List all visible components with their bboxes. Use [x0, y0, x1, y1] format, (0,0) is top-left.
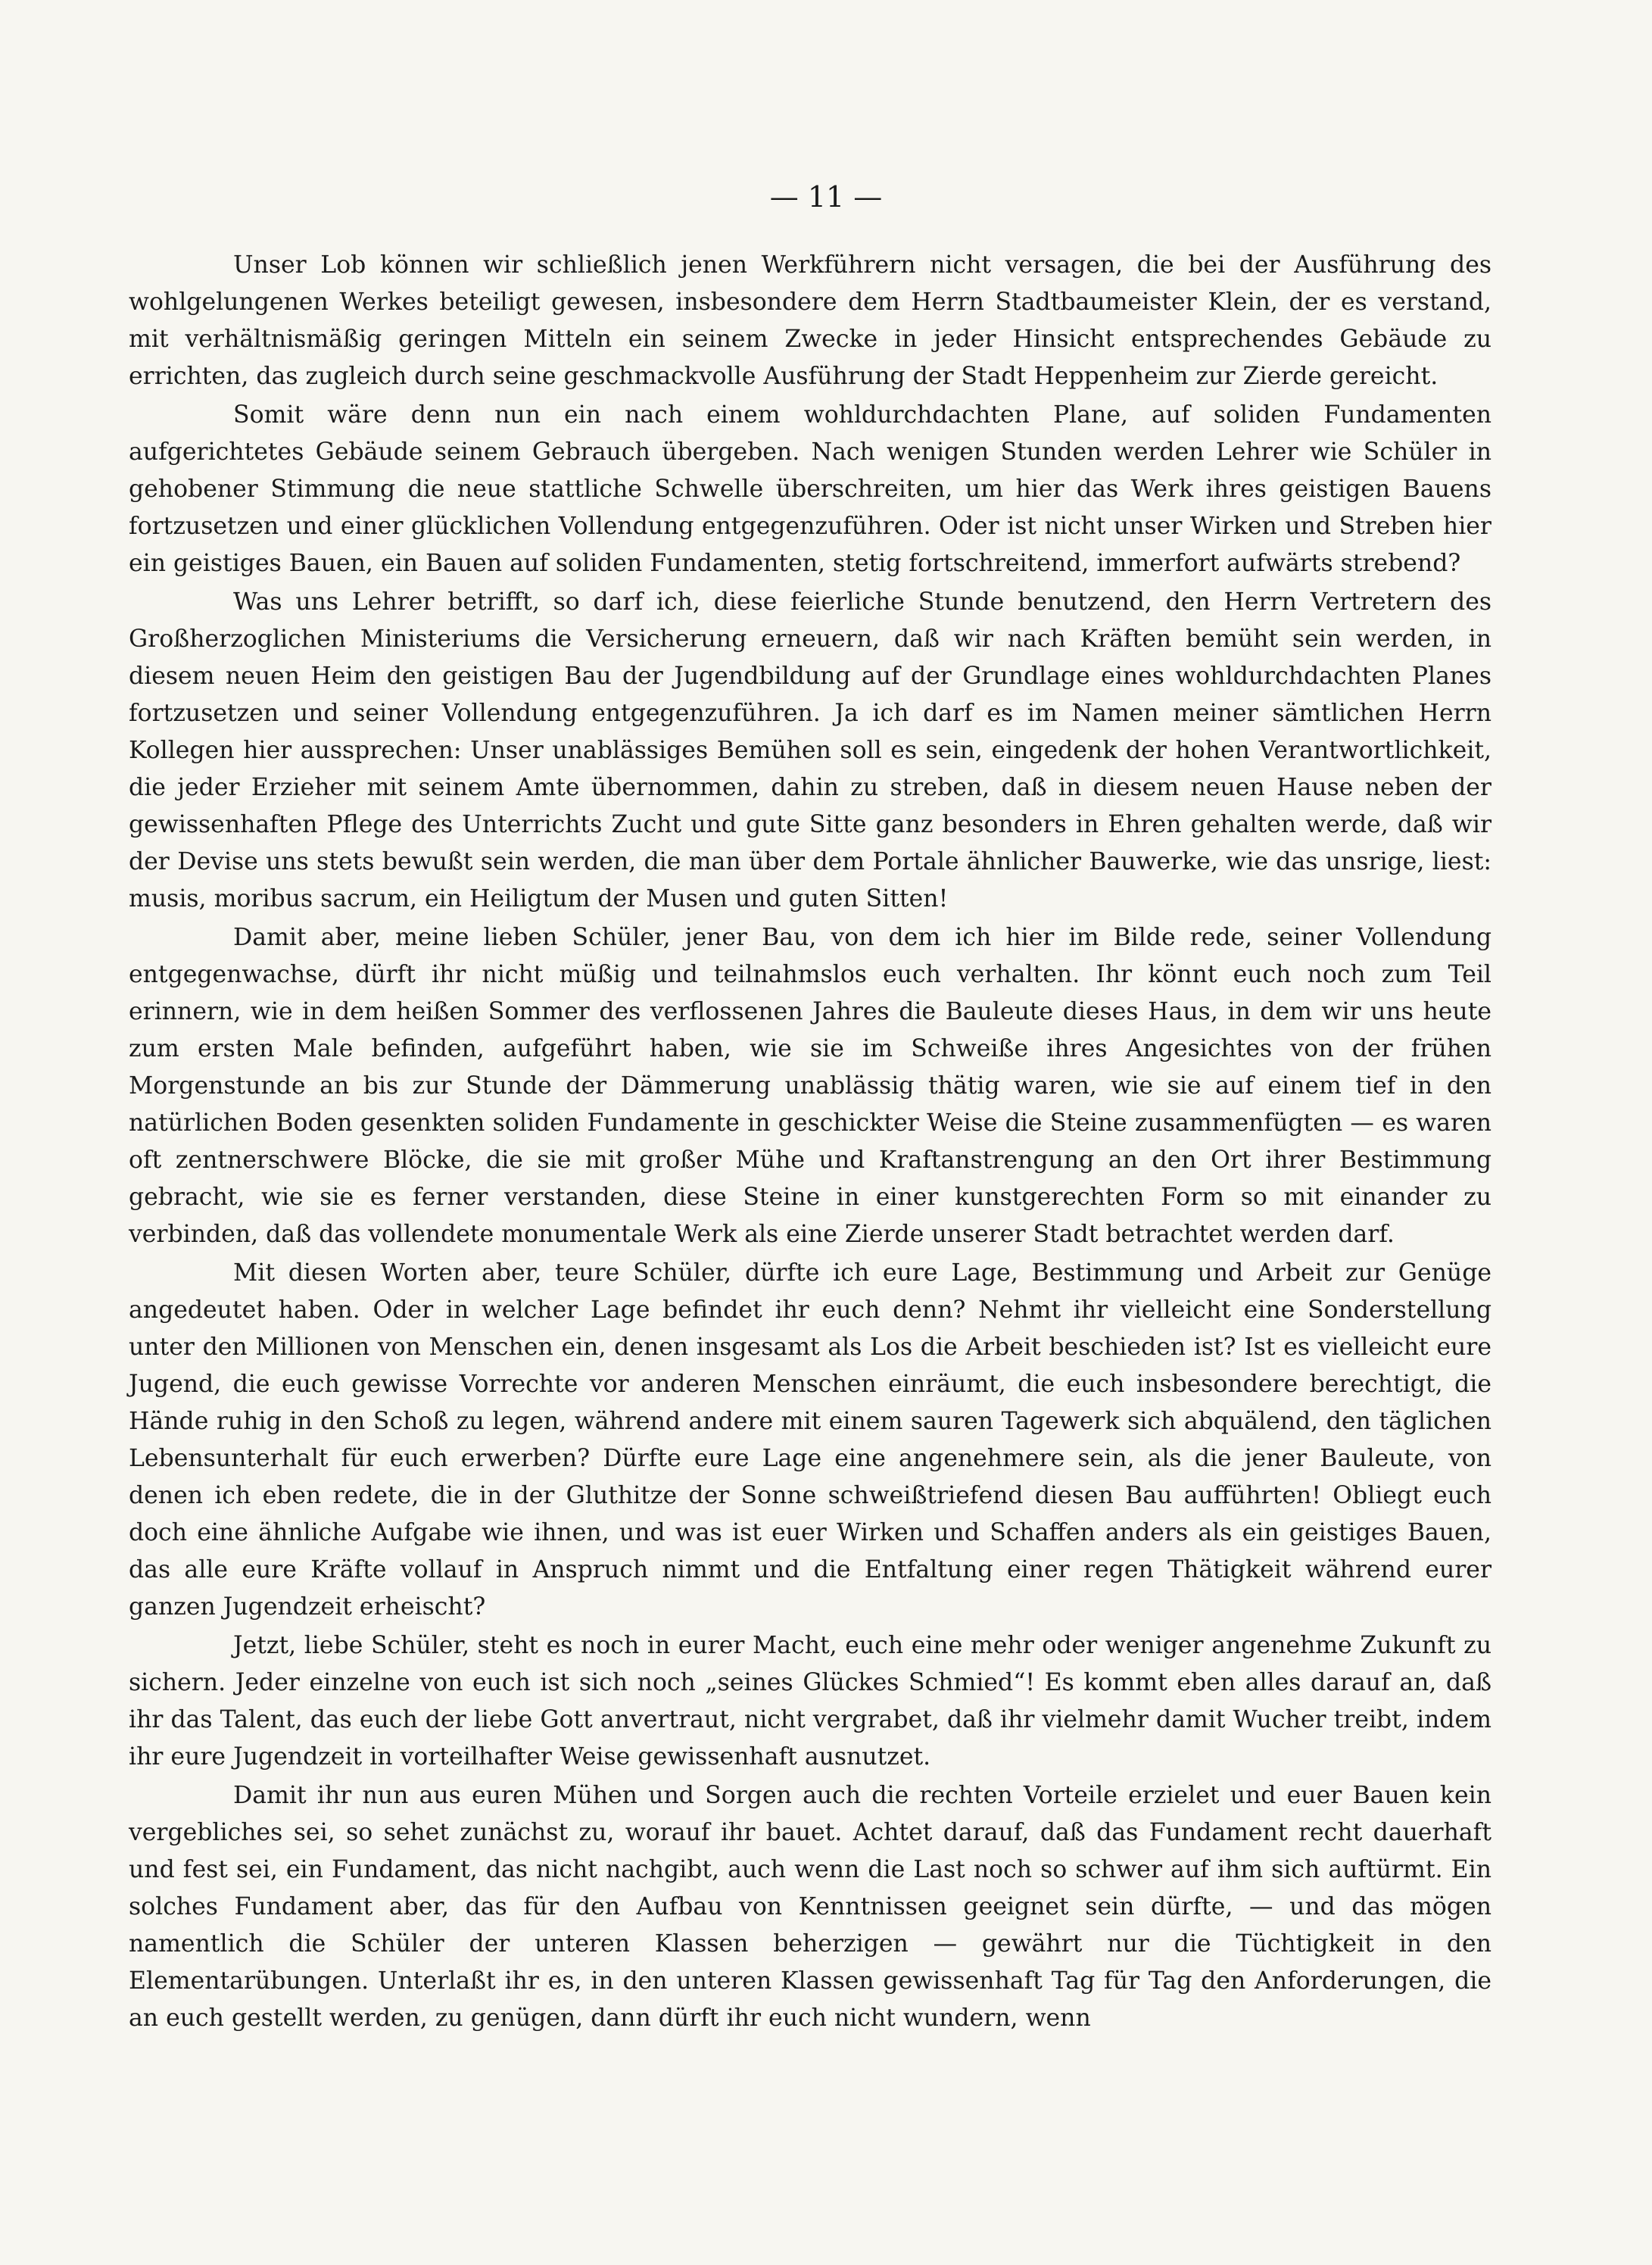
paragraph-3: Was uns Lehrer betrifft, so darf ich, diese feierliche Stunde benutzend, den Herrn Vertretern des Großherzoglichen Ministeriums die Versicherung erneuern, daß wir nach Kräften bemüht sein werden, in diesem neuen Heim den geistigen Bau der Jugendbildung auf der Grundlage eines wohldurchdachten Planes fortzusetzen und seiner Vollendung entgegenzuführen. Ja ich darf es im Namen meiner sämtlichen Herrn Kollegen hier aussprechen: Unser unablässiges Bemühen soll es sein, eingedenk der hohen Verantwortlichkeit, die jeder Erzieher mit seinem Amte übernommen, dahin zu streben, daß in diesem neuen Hause neben der gewissenhaften Pflege des Unterrichts Zucht und gute Sitte ganz besonders in Ehren gehalten werde, daß wir der Devise uns stets bewußt sein werden, die man über dem Portale ähnlicher Bauwerke, wie das unsrige, liest: musis, moribus sacrum, ein Heiligtum der Musen und guten Sitten! [129, 588, 1491, 913]
body-text [129, 247, 1491, 2039]
paragraph-2: Somit wäre denn nun ein nach einem wohldurchdachten Plane, auf soliden Fundamenten aufgerichtetes Gebäude seinem Gebrauch übergeben. Nach wenigen Stunden werden Lehrer wie Schüler in gehobener Stimmung die neue stattliche Schwelle überschreiten, um hier das Werk ihres geistigen Bauens fortzusetzen und einer glücklichen Vollendung entgegenzuführen. Oder ist nicht unser Wirken und Streben hier ein geistiges Bauen, ein Bauen auf soliden Fundamenten, stetig fortschreitend, immerfort aufwärts strebend? [129, 401, 1491, 577]
page-number: — 11 — [769, 180, 883, 214]
paragraph-7: Damit ihr nun aus euren Mühen und Sorgen auch die rechten Vorteile erzielet und euer Bauen kein vergebliches sei, so sehet zunächst zu, worauf ihr bauet. Achtet darauf, daß das Fundament recht dauerhaft und fest sei, ein Fundament, das nicht nachgibt, auch wenn die Last noch so schwer auf ihm sich auftürmt. Ein solches Fundament aber, das für den Aufbau von Kenntnissen geeignet sein dürfte, — und das mögen namentlich die Schüler der unteren Klassen beherzigen — gewährt nur die Tüchtigkeit in den Elementarübungen. Unterlaßt ihr es, in den unteren Klassen gewissenhaft Tag für Tag den Anforderungen, die an euch gestellt werden, zu genügen, dann dürft ihr euch nicht wundern, wenn [129, 1782, 1491, 2032]
paragraph-1: Unser Lob können wir schließlich jenen Werkführern nicht versagen, die bei der Ausführung des wohlgelungenen Werkes beteiligt gewesen, insbesondere dem Herrn Stadtbaumeister Klein, der es verstand, mit verhältnismäßig geringen Mitteln ein seinem Zwecke in jeder Hinsicht entsprechendes Gebäude zu errichten, das zugleich durch seine geschmackvolle Ausführung der Stadt Heppenheim zur Zierde gereicht. [129, 251, 1491, 390]
paragraph-6: Jetzt, liebe Schüler, steht es noch in eurer Macht, euch eine mehr oder weniger angenehme Zukunft zu sichern. Jeder einzelne von euch ist sich noch „seines Glückes Schmied“! Es kommt eben alles darauf an, daß ihr das Talent, das euch der liebe Gott anvertraut, nicht vergrabet, daß ihr vielmehr damit Wucher treibt, indem ihr eure Jugendzeit in vorteilhafter Weise gewissenhaft ausnutzet. [129, 1632, 1491, 1771]
paragraph-5: Mit diesen Worten aber, teure Schüler, dürfte ich eure Lage, Bestimmung und Arbeit zur Genüge angedeutet haben. Oder in welcher Lage befindet ihr euch denn? Nehmt ihr vielleicht eine Sonderstellung unter den Millionen von Menschen ein, denen insgesamt als Los die Arbeit beschieden ist? Ist es vielleicht eure Jugend, die euch gewisse Vorrechte vor anderen Menschen einräumt, die euch insbesondere berechtigt, die Hände ruhig in den Schoß zu legen, während andere mit einem sauren Tagewerk sich abquälend, den täglichen Lebensunterhalt für euch erwerben? Dürfte eure Lage eine angenehmere sein, als die jener Bauleute, von denen ich eben redete, die in der Gluthitze der Sonne schweißtriefend diesen Bau aufführten! Obliegt euch doch eine ähnliche Aufgabe wie ihnen, und was ist euer Wirken und Schaffen anders als ein geistiges Bauen, das alle eure Kräfte vollauf in Anspruch nimmt und die Entfaltung einer regen Thätigkeit während eurer ganzen Jugendzeit erheischt? [129, 1259, 1491, 1621]
paragraph-4: Damit aber, meine lieben Schüler, jener Bau, von dem ich hier im Bilde rede, seiner Vollendung entgegenwachse, dürft ihr nicht müßig und teilnahmslos euch verhalten. Ihr könnt euch noch zum Teil erinnern, wie in dem heißen Sommer des verflossenen Jahres die Bauleute dieses Haus, in dem wir uns heute zum ersten Male befinden, aufgeführt haben, wie sie im Schweiße ihres Angesichtes von der frühen Morgenstunde an bis zur Stunde der Dämmerung unablässig thätig waren, wie sie auf einem tief in den natürlichen Boden gesenkten soliden Fundamente in geschickter Weise die Steine zusammenfügten — es waren oft zentnerschwere Blöcke, die sie mit großer Mühe und Kraftanstrengung an den Ort ihrer Bestimmung gebracht, wie sie es ferner verstanden, diese Steine in einer kunstgerechten Form so mit einander zu verbinden, daß das vollendete monumentale Werk als eine Zierde unserer Stadt betrachtet werden darf. [129, 924, 1491, 1248]
